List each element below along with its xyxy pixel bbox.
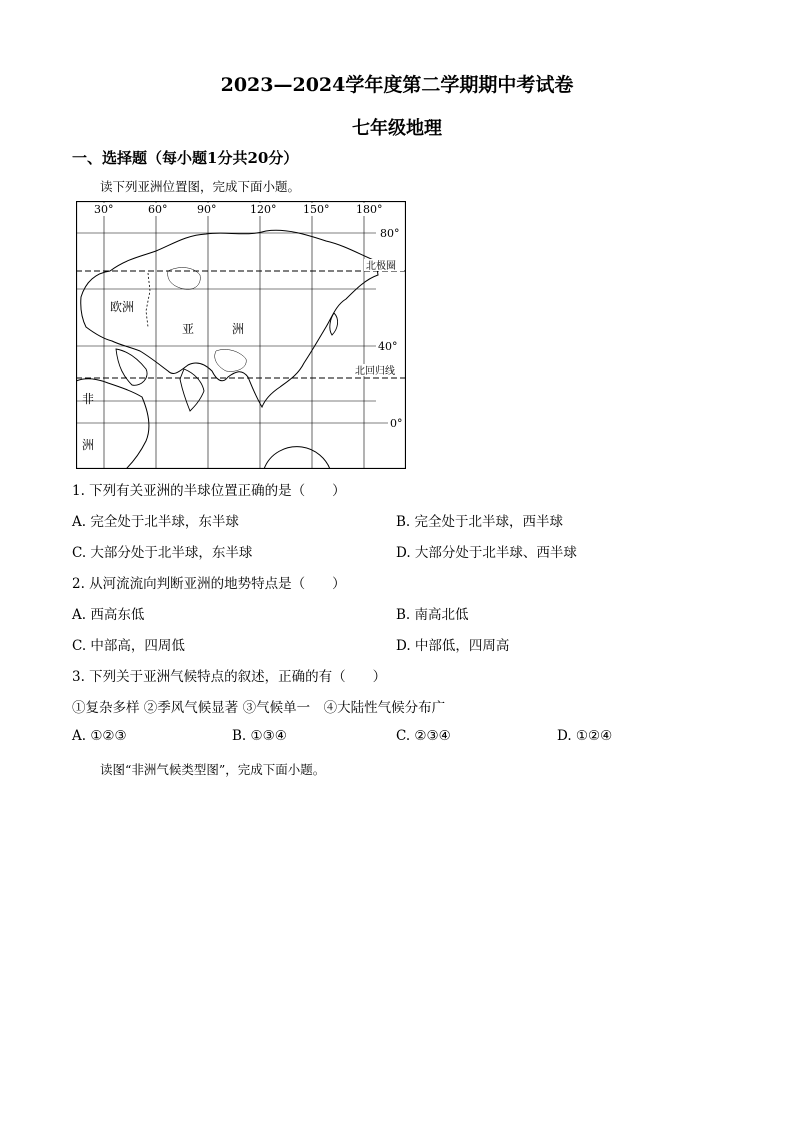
lon-label-90: 90° (197, 203, 217, 216)
africa-label-zhou: 洲 (82, 438, 95, 452)
question-1-stem: 1. 下列有关亚洲的半球位置正确的是（ ） (72, 483, 346, 499)
lat-label-80: 80° (380, 227, 400, 240)
question-3-stem: 3. 下列关于亚洲气候特点的叙述，正确的有（ ） (72, 669, 387, 685)
lon-label-60: 60° (148, 203, 168, 216)
asia-label-ya: 亚 (182, 322, 195, 336)
question-3-option-d[interactable]: D. ①②④ (557, 728, 613, 744)
intro-text-1: 读下列亚洲位置图，完成下面小题。 (100, 179, 301, 194)
lon-label-120: 120° (250, 203, 277, 216)
question-1-option-c[interactable]: C. 大部分处于北半球，东半球 (72, 545, 253, 561)
lat-label-40: 40° (378, 340, 398, 353)
lon-label-150: 150° (303, 203, 330, 216)
asia-location-map (76, 201, 406, 469)
question-3-statement: ①复杂多样 ②季风气候显著 ③气候单一 ④大陆性气候分布广 (72, 700, 446, 716)
lat-label-0: 0° (390, 417, 403, 430)
tropic-of-cancer-label: 北回归线 (355, 366, 395, 377)
intro-text-2: 读图“非洲气候类型图”，完成下面小题。 (100, 762, 326, 777)
question-3-option-c[interactable]: C. ②③④ (396, 728, 451, 744)
lon-label-30: 30° (94, 203, 114, 216)
question-2-option-b[interactable]: B. 南高北低 (396, 607, 469, 623)
question-2-option-d[interactable]: D. 中部低，四周高 (396, 638, 510, 654)
section-heading: 一、选择题（每小题1分共20分） (72, 149, 299, 167)
asia-label-zhou: 洲 (232, 322, 245, 336)
question-1-option-b[interactable]: B. 完全处于北半球，西半球 (396, 514, 564, 530)
europe-label: 欧洲 (110, 300, 135, 314)
africa-label-fei: 非 (82, 392, 95, 406)
question-3-option-b[interactable]: B. ①③④ (232, 728, 287, 744)
question-2-option-a[interactable]: A. 西高东低 (72, 607, 145, 623)
question-2-stem: 2. 从河流流向判断亚洲的地势特点是（ ） (72, 576, 346, 592)
question-3-option-a[interactable]: A. ①②③ (72, 728, 127, 744)
exam-title: 2023—2024学年度第二学期期中考试卷 (220, 74, 574, 96)
question-1-option-a[interactable]: A. 完全处于北半球，东半球 (72, 514, 239, 530)
arctic-circle-label: 北极圈 (366, 261, 396, 272)
question-1-option-d[interactable]: D. 大部分处于北半球、西半球 (396, 545, 577, 561)
lon-label-180: 180° (356, 203, 383, 216)
question-2-option-c[interactable]: C. 中部高，四周低 (72, 638, 185, 654)
exam-subtitle: 七年级地理 (352, 118, 442, 139)
